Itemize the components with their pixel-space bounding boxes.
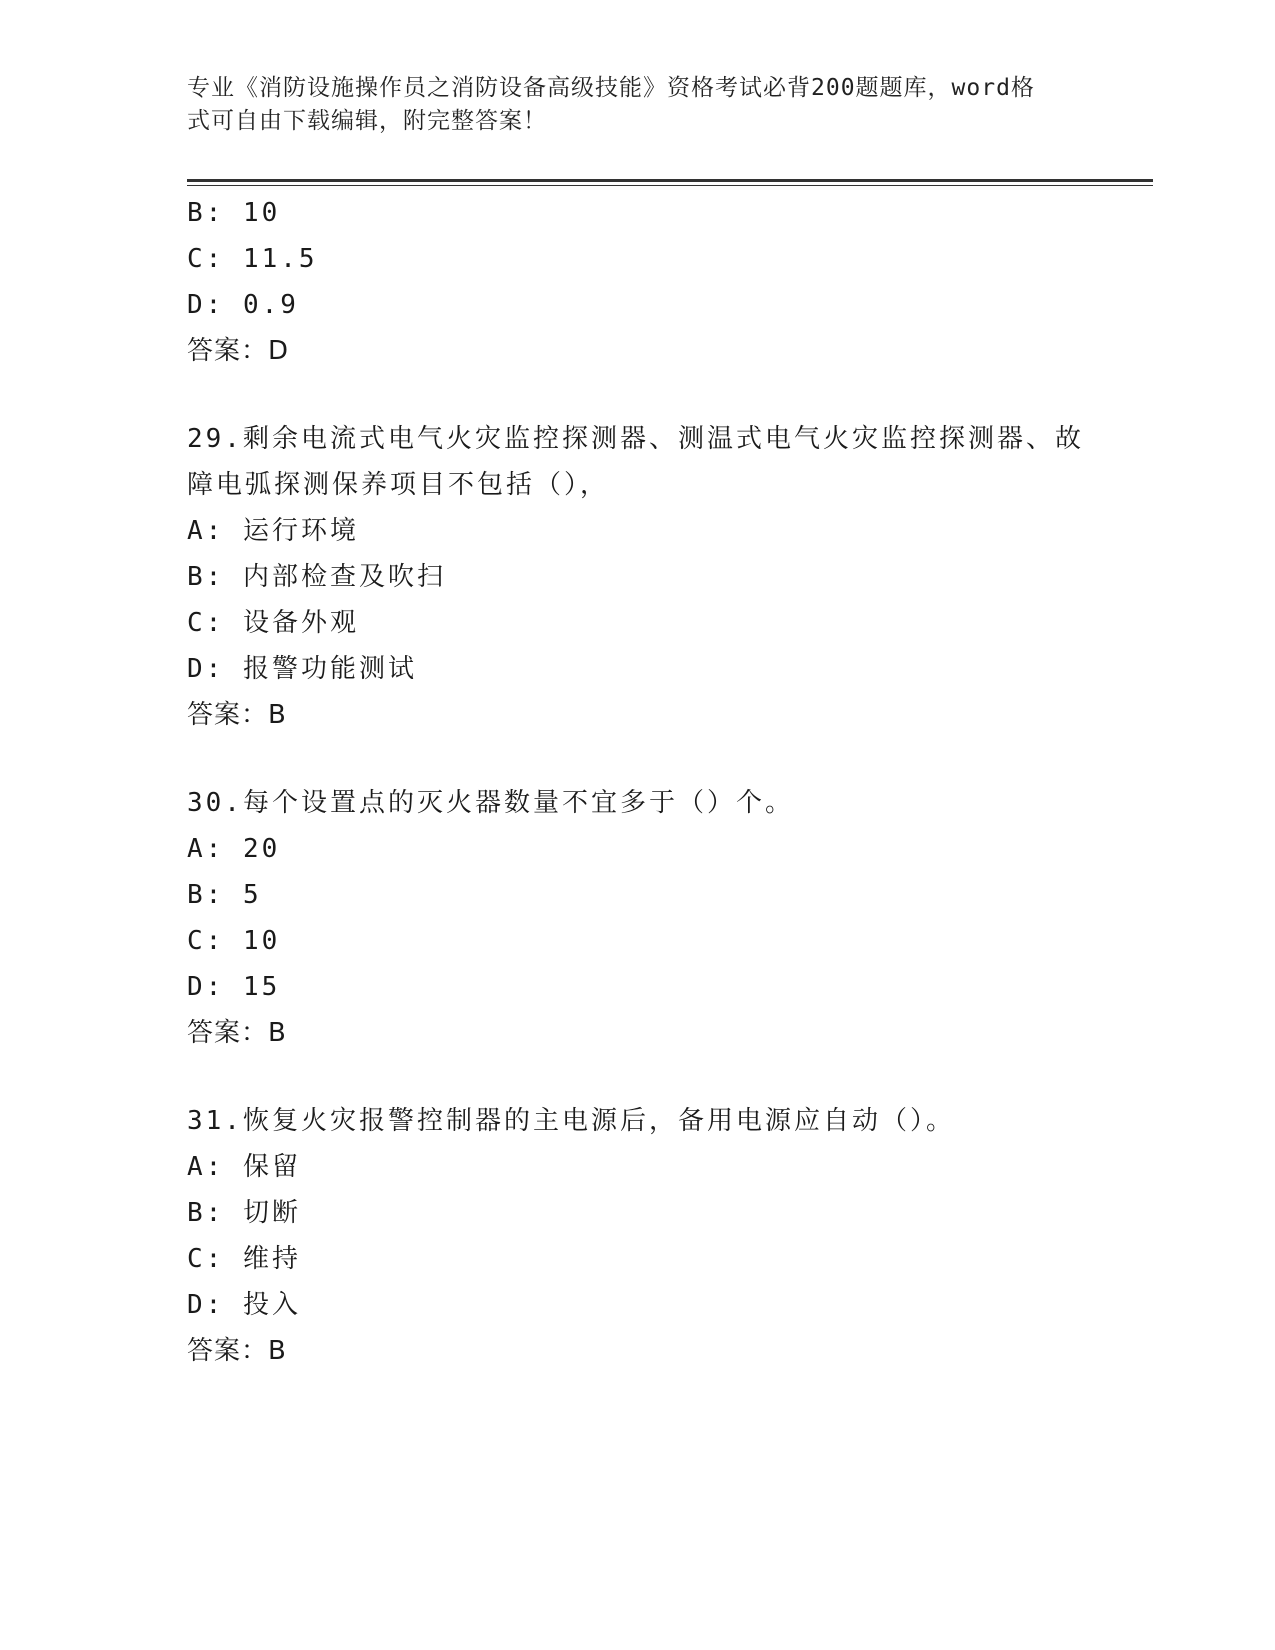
answer-label: 答案：D (187, 336, 290, 366)
question-text-line-2: 障电弧探测保养项目不包括（）， (187, 470, 610, 500)
previous-question (187, 190, 1087, 374)
option-b: B: 切断 (187, 1198, 301, 1228)
answer-label: 答案：B (187, 1336, 287, 1366)
option-d: D: 0.9 (187, 290, 299, 320)
option-b: B: 5 (187, 880, 262, 910)
question-text (187, 416, 1087, 508)
option-a: A: 20 (187, 834, 281, 864)
option-c: C: 11.5 (187, 244, 318, 274)
document-header (187, 72, 1067, 138)
option-b: B: 内部检查及吹扫 (187, 562, 446, 592)
option-a: A: 保留 (187, 1152, 301, 1182)
header-divider (187, 179, 1153, 182)
question-31 (187, 1098, 1087, 1374)
option-d: D: 报警功能测试 (187, 654, 417, 684)
option-a: A: 运行环境 (187, 516, 359, 546)
option-d: D: 15 (187, 972, 281, 1002)
question-text: 30.每个设置点的灭火器数量不宜多于（）个。 (187, 788, 794, 818)
answer-label: 答案：B (187, 700, 287, 730)
option-c: C: 10 (187, 926, 281, 956)
question-29 (187, 416, 1087, 738)
question-text-line-1: 29.剩余电流式电气火灾监控探测器、测温式电气火灾监控探测器、故 (187, 424, 1084, 454)
option-b: B: 10 (187, 198, 281, 228)
answer-label: 答案：B (187, 1018, 287, 1048)
option-c: C: 设备外观 (187, 608, 359, 638)
question-text: 31.恢复火灾报警控制器的主电源后，备用电源应自动（）。 (187, 1106, 955, 1136)
option-d: D: 投入 (187, 1290, 301, 1320)
question-content (187, 190, 1087, 1374)
header-line-1: 专业《消防设施操作员之消防设备高级技能》资格考试必背200题题库，word格 (187, 75, 1035, 101)
header-line-2: 式可自由下载编辑，附完整答案！ (187, 108, 547, 134)
header-divider-thin (187, 185, 1153, 186)
question-30 (187, 780, 1087, 1056)
option-c: C: 维持 (187, 1244, 301, 1274)
